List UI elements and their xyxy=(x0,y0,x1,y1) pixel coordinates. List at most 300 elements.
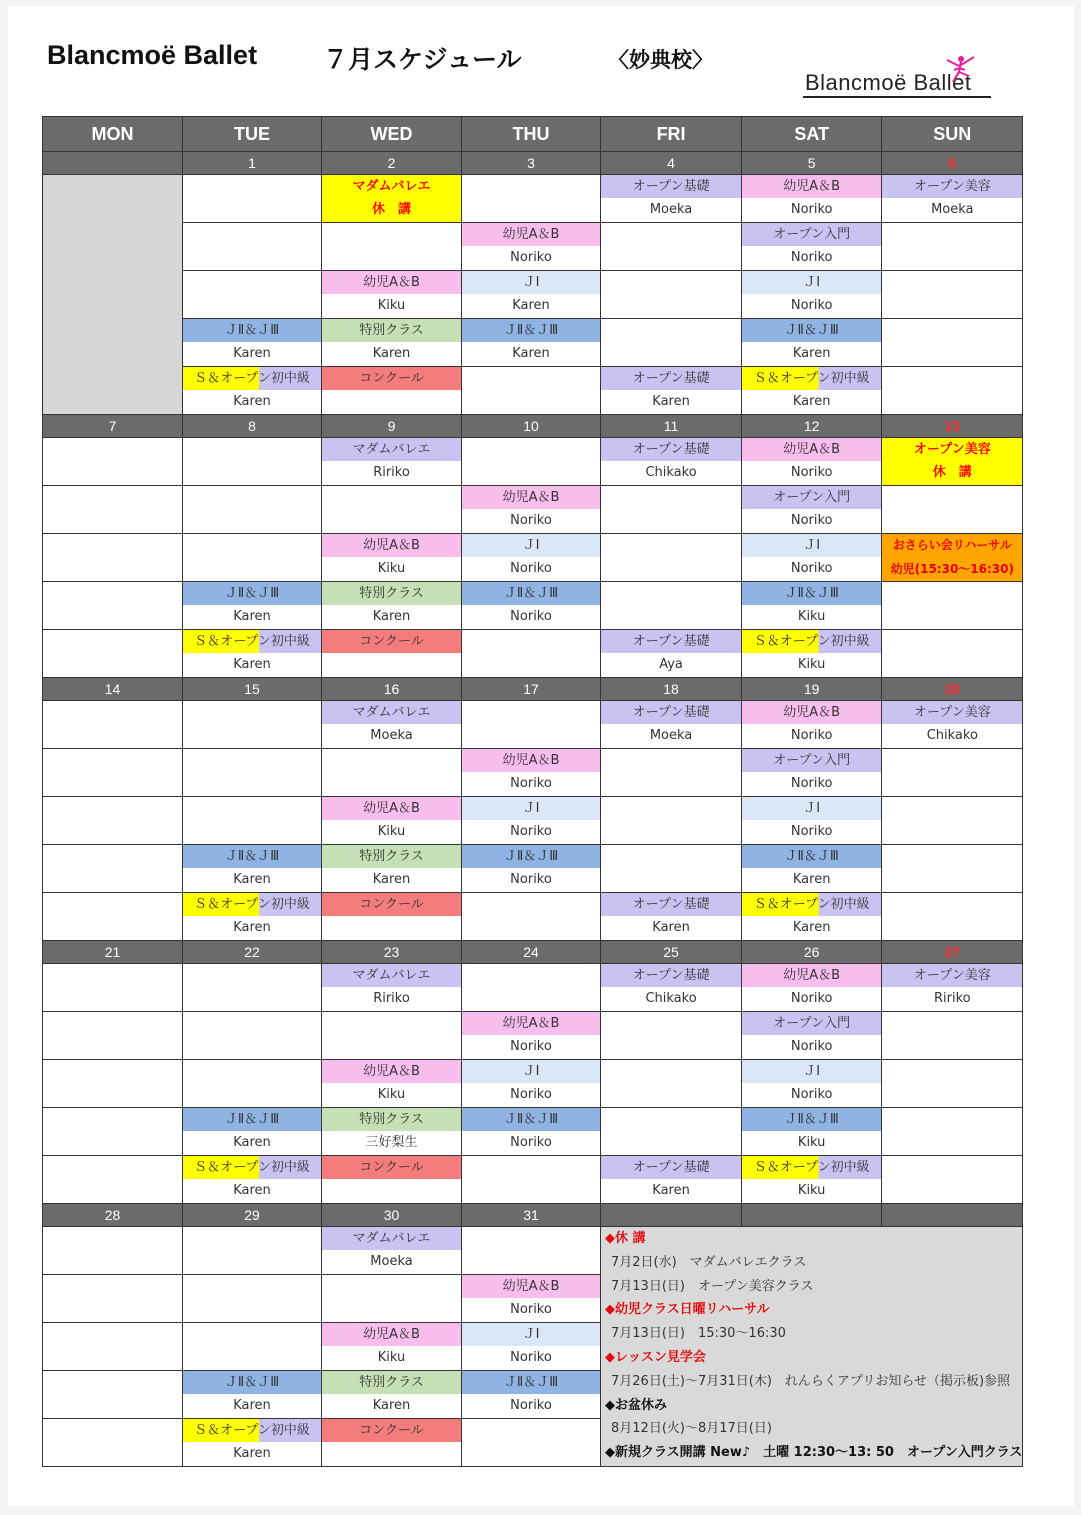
class-slot xyxy=(742,438,882,486)
class-entry xyxy=(742,271,881,318)
note-line: ◆新規クラス開講 New♪ 土曜 12:30〜13: 50 オープン入門クラス xyxy=(605,1445,1023,1461)
teacher-name: Noriko xyxy=(790,298,833,313)
class-name: ＪⅡ＆ＪⅢ xyxy=(462,582,600,605)
class-slot xyxy=(601,1156,742,1204)
note-line: ◆休 講 xyxy=(605,1231,646,1246)
class-entry xyxy=(462,223,600,270)
day-header-fri: FRI xyxy=(601,117,742,152)
class-entry xyxy=(183,319,321,366)
class-name: ＪⅠ xyxy=(462,1060,600,1083)
empty-slot xyxy=(601,1012,742,1060)
class-slot xyxy=(322,1156,462,1204)
class-slot xyxy=(742,1012,882,1060)
class-name: ＪⅡ＆ＪⅢ xyxy=(742,319,881,342)
date-cell: 6 xyxy=(882,152,1023,175)
class-entry xyxy=(742,175,881,222)
teacher-name: 三好梨生 xyxy=(365,1135,418,1150)
class-entry xyxy=(882,175,1022,222)
class-slot xyxy=(322,893,462,941)
teacher-name: Karen xyxy=(512,298,550,313)
ballerina-icon xyxy=(941,54,977,84)
teacher-name: 休 講 xyxy=(932,465,972,480)
class-entry xyxy=(462,582,600,629)
empty-slot xyxy=(882,797,1023,845)
empty-slot xyxy=(43,1060,183,1108)
class-name: Ｓ＆オープン初中級 xyxy=(742,367,881,390)
brand-logo xyxy=(803,60,993,102)
date-cell: 4 xyxy=(601,152,742,175)
empty-slot xyxy=(43,1419,183,1467)
class-name: ＪⅡ＆ＪⅢ xyxy=(183,845,321,868)
date-cell: 25 xyxy=(601,941,742,964)
class-slot xyxy=(742,964,882,1012)
teacher-name: Moeka xyxy=(370,728,413,743)
note-line: ◆レッスン見学会 xyxy=(605,1349,706,1365)
class-slot xyxy=(183,630,322,678)
teacher-name xyxy=(322,390,461,414)
empty-slot xyxy=(43,630,183,678)
class-slot xyxy=(742,175,882,223)
class-name: 幼児A＆B xyxy=(462,1275,600,1298)
class-name: オープン入門 xyxy=(742,1012,881,1035)
empty-slot xyxy=(322,1012,462,1060)
class-name: 幼児A＆B xyxy=(742,964,881,987)
class-name: 特別クラス xyxy=(322,319,461,342)
class-entry xyxy=(322,367,461,414)
class-entry xyxy=(183,1371,321,1418)
note-line: ◆幼児クラス日曜リハーサル xyxy=(605,1302,770,1318)
class-slot xyxy=(742,486,882,534)
class-slot xyxy=(322,271,462,319)
class-entry xyxy=(601,1156,741,1203)
class-entry xyxy=(322,1371,461,1418)
class-name: ＪⅠ xyxy=(742,534,881,557)
class-name: ＪⅠ xyxy=(742,271,881,294)
note-line: 7月2日(水) マダムバレエクラス xyxy=(611,1254,807,1270)
date-cell: 31 xyxy=(462,1204,601,1227)
day-header-wed: WED xyxy=(322,117,462,152)
class-name: Ｓ＆オープン初中級 xyxy=(183,1419,321,1442)
class-slot xyxy=(742,797,882,845)
class-name: ＪⅡ＆ＪⅢ xyxy=(462,1371,600,1394)
empty-slot xyxy=(601,582,742,630)
class-name: 幼児A＆B xyxy=(742,175,881,198)
empty-slot xyxy=(601,845,742,893)
empty-slot xyxy=(882,630,1023,678)
empty-slot xyxy=(882,1156,1023,1204)
empty-slot xyxy=(882,271,1023,319)
empty-slot xyxy=(183,1060,322,1108)
teacher-name: Karen xyxy=(233,1398,271,1413)
date-cell: 22 xyxy=(183,941,322,964)
class-slot xyxy=(183,893,322,941)
class-name: マダムバレエ xyxy=(322,701,461,724)
class-entry xyxy=(462,1108,600,1155)
empty-slot xyxy=(882,1012,1023,1060)
class-entry xyxy=(742,438,881,485)
date-cell: 15 xyxy=(183,678,322,701)
teacher-name: Moeka xyxy=(370,1254,413,1269)
class-slot xyxy=(462,1012,601,1060)
class-name: オープン美容 xyxy=(913,442,991,457)
class-slot xyxy=(322,797,462,845)
class-slot xyxy=(462,223,601,271)
class-entry xyxy=(462,1323,600,1370)
date-cell: 19 xyxy=(742,678,882,701)
class-name: ＪⅡ＆ＪⅢ xyxy=(462,845,600,868)
teacher-name: Noriko xyxy=(510,561,552,576)
class-slot xyxy=(322,319,462,367)
empty-slot xyxy=(601,486,742,534)
empty-slot xyxy=(462,630,601,678)
class-slot xyxy=(322,582,462,630)
empty-slot xyxy=(882,893,1023,941)
teacher-name: Moeka xyxy=(649,202,693,217)
empty-slot xyxy=(43,845,183,893)
class-name: 特別クラス xyxy=(322,1371,461,1394)
notes-panel xyxy=(601,1227,1023,1467)
teacher-name: Noriko xyxy=(510,1398,552,1413)
empty-slot xyxy=(882,319,1023,367)
class-slot xyxy=(462,582,601,630)
empty-slot xyxy=(601,534,742,582)
note-line: 7月26日(土)〜7月31日(木) れんらくアプリお知らせ（掲示板)参照 xyxy=(611,1373,1011,1389)
date-cell: 30 xyxy=(322,1204,462,1227)
teacher-name: Karen xyxy=(792,346,831,361)
teacher-name: Karen xyxy=(792,920,831,935)
class-entry xyxy=(742,1156,881,1203)
empty-slot xyxy=(43,701,183,749)
class-slot xyxy=(322,1419,462,1467)
date-cell: 18 xyxy=(601,678,742,701)
empty-slot xyxy=(43,1275,183,1323)
class-slot xyxy=(462,797,601,845)
class-slot xyxy=(462,1323,601,1371)
month-title: ７月スケジュール xyxy=(323,45,522,74)
class-slot xyxy=(322,630,462,678)
empty-slot xyxy=(601,797,742,845)
class-name: オープン基礎 xyxy=(601,1156,741,1179)
empty-slot xyxy=(601,223,742,271)
class-entry xyxy=(183,630,321,677)
class-slot xyxy=(742,630,882,678)
class-entry xyxy=(742,582,881,629)
class-entry xyxy=(742,486,881,533)
class-name: マダムバレエ xyxy=(352,179,431,194)
empty-slot xyxy=(183,701,322,749)
class-name: マダムバレエ xyxy=(322,438,461,461)
empty-slot xyxy=(43,964,183,1012)
class-name: オープン入門 xyxy=(742,223,881,246)
empty-slot xyxy=(43,797,183,845)
class-name: コンクール xyxy=(322,630,461,653)
empty-slot xyxy=(882,1108,1023,1156)
empty-gray-cell xyxy=(43,175,183,415)
class-entry xyxy=(322,271,461,318)
class-slot xyxy=(742,223,882,271)
class-entry xyxy=(462,1012,600,1059)
brand-title: Blancmoë Ballet xyxy=(47,40,258,70)
empty-slot xyxy=(43,582,183,630)
class-slot xyxy=(742,749,882,797)
empty-slot xyxy=(462,438,601,486)
empty-slot xyxy=(43,1012,183,1060)
teacher-name: Karen xyxy=(233,1446,271,1461)
class-name: ＪⅠ xyxy=(462,1323,600,1346)
teacher-name: Karen xyxy=(233,1183,271,1198)
class-entry xyxy=(322,175,461,222)
class-entry xyxy=(882,534,1022,581)
class-entry xyxy=(601,630,741,677)
teacher-name: Noriko xyxy=(510,872,552,887)
date-cell: 5 xyxy=(742,152,882,175)
class-name: 幼児A＆B xyxy=(462,223,600,246)
class-name: ＪⅡ＆ＪⅢ xyxy=(742,582,881,605)
empty-slot xyxy=(183,438,322,486)
class-entry xyxy=(322,319,461,366)
teacher-name: Karen xyxy=(792,872,831,887)
teacher-name: Moeka xyxy=(649,728,693,743)
teacher-name: Noriko xyxy=(510,1135,552,1150)
empty-slot xyxy=(601,1108,742,1156)
class-name: Ｓ＆オープン初中級 xyxy=(183,367,321,390)
class-entry xyxy=(742,701,881,748)
empty-slot xyxy=(601,271,742,319)
class-name: ＪⅠ xyxy=(462,534,600,557)
class-entry xyxy=(882,701,1022,748)
class-slot xyxy=(742,1060,882,1108)
class-slot xyxy=(601,701,742,749)
class-name: マダムバレエ xyxy=(322,964,461,987)
teacher-name: Kiku xyxy=(377,824,406,839)
class-entry xyxy=(742,223,881,270)
empty-slot xyxy=(601,1060,742,1108)
teacher-name: Karen xyxy=(233,394,271,409)
teacher-name: Karen xyxy=(233,920,271,935)
class-entry xyxy=(322,630,461,677)
class-entry xyxy=(742,1108,881,1155)
date-cell: 14 xyxy=(43,678,183,701)
teacher-name: Noriko xyxy=(790,465,833,480)
class-slot xyxy=(183,845,322,893)
class-name: おさらい会リハーサル xyxy=(892,538,1012,552)
class-slot xyxy=(462,271,601,319)
teacher-name xyxy=(322,1179,461,1203)
day-header-sat: SAT xyxy=(742,117,882,152)
class-name: 幼児A＆B xyxy=(322,1060,461,1083)
class-name: コンクール xyxy=(322,367,461,390)
teacher-name: Kiku xyxy=(797,657,826,672)
class-slot xyxy=(601,367,742,415)
class-entry xyxy=(183,845,321,892)
class-slot xyxy=(183,1156,322,1204)
empty-slot xyxy=(882,486,1023,534)
teacher-name: Karen xyxy=(652,394,690,409)
class-name: マダムバレエ xyxy=(322,1227,461,1250)
class-name: コンクール xyxy=(322,1419,461,1442)
class-slot xyxy=(183,1371,322,1419)
class-slot xyxy=(183,319,322,367)
class-entry xyxy=(462,486,600,533)
empty-slot xyxy=(183,223,322,271)
empty-slot xyxy=(601,319,742,367)
teacher-name: Ririko xyxy=(373,991,410,1006)
class-entry xyxy=(742,319,881,366)
class-entry xyxy=(322,1156,461,1203)
class-name: コンクール xyxy=(322,1156,461,1179)
class-slot xyxy=(462,534,601,582)
class-name: ＪⅡ＆ＪⅢ xyxy=(183,319,321,342)
teacher-name: Noriko xyxy=(790,250,833,265)
teacher-name: Kiku xyxy=(797,609,826,624)
class-entry xyxy=(462,845,600,892)
class-entry xyxy=(742,749,881,796)
teacher-name: Noriko xyxy=(510,1350,552,1365)
class-entry xyxy=(882,964,1022,1011)
class-name: ＪⅡ＆ＪⅢ xyxy=(462,1108,600,1131)
date-cell: 26 xyxy=(742,941,882,964)
empty-slot xyxy=(183,1012,322,1060)
class-slot xyxy=(742,271,882,319)
class-slot xyxy=(742,893,882,941)
teacher-name: Noriko xyxy=(790,202,833,217)
empty-slot xyxy=(882,749,1023,797)
class-slot xyxy=(742,319,882,367)
class-slot xyxy=(882,964,1023,1012)
note-line: 8月12日(火)〜8月17日(日) xyxy=(611,1421,772,1437)
class-name: Ｓ＆オープン初中級 xyxy=(183,1156,321,1179)
logo-text: Blancmoë Ballet xyxy=(805,70,972,95)
date-cell: 12 xyxy=(742,415,882,438)
teacher-name: Karen xyxy=(233,1135,271,1150)
class-entry xyxy=(183,1108,321,1155)
class-name: 幼児A＆B xyxy=(322,271,461,294)
class-slot xyxy=(601,893,742,941)
class-name: ＪⅠ xyxy=(462,797,600,820)
class-entry xyxy=(882,438,1022,485)
teacher-name: Karen xyxy=(233,657,271,672)
class-name: コンクール xyxy=(322,893,461,916)
class-slot xyxy=(322,367,462,415)
class-slot xyxy=(462,1060,601,1108)
class-name: ＪⅡ＆ＪⅢ xyxy=(742,1108,881,1131)
empty-slot xyxy=(882,223,1023,271)
teacher-name: Karen xyxy=(233,346,271,361)
teacher-name: Noriko xyxy=(510,250,552,265)
class-entry xyxy=(322,893,461,940)
class-name: オープン基礎 xyxy=(601,175,741,198)
teacher-name: Noriko xyxy=(510,776,552,791)
teacher-name: Kiku xyxy=(377,1350,406,1365)
class-entry xyxy=(322,797,461,844)
class-entry xyxy=(742,630,881,677)
class-slot xyxy=(322,1323,462,1371)
class-entry xyxy=(601,175,741,222)
class-name: 幼児A＆B xyxy=(322,797,461,820)
class-entry xyxy=(742,1060,881,1107)
class-slot xyxy=(183,1419,322,1467)
class-entry xyxy=(742,964,881,1011)
class-slot xyxy=(322,964,462,1012)
class-name: Ｓ＆オープン初中級 xyxy=(742,893,881,916)
class-slot xyxy=(322,1371,462,1419)
empty-slot xyxy=(183,1323,322,1371)
class-name: 特別クラス xyxy=(322,582,461,605)
class-entry xyxy=(322,438,461,485)
teacher-name: Karen xyxy=(372,872,411,887)
class-slot xyxy=(742,367,882,415)
teacher-name: Ririko xyxy=(373,465,410,480)
empty-slot xyxy=(183,797,322,845)
class-entry xyxy=(183,1419,321,1466)
class-name: オープン基礎 xyxy=(601,630,741,653)
teacher-name xyxy=(322,653,461,677)
empty-slot xyxy=(43,1323,183,1371)
date-cell: 17 xyxy=(462,678,601,701)
class-name: 幼児A＆B xyxy=(742,438,881,461)
class-entry xyxy=(462,749,600,796)
date-cell: 3 xyxy=(462,152,601,175)
date-cell: 8 xyxy=(183,415,322,438)
class-slot xyxy=(462,749,601,797)
empty-slot xyxy=(43,1371,183,1419)
date-cell: 29 xyxy=(183,1204,322,1227)
class-name: ＪⅡ＆ＪⅢ xyxy=(183,1371,321,1394)
class-name: オープン美容 xyxy=(882,175,1022,198)
class-slot xyxy=(183,582,322,630)
date-cell: 7 xyxy=(43,415,183,438)
class-slot xyxy=(882,701,1023,749)
class-name: ＪⅡ＆ＪⅢ xyxy=(183,1108,321,1131)
class-slot xyxy=(183,367,322,415)
class-name: 幼児A＆B xyxy=(462,486,600,509)
class-entry xyxy=(183,1156,321,1203)
class-slot xyxy=(742,534,882,582)
class-slot xyxy=(601,964,742,1012)
teacher-name: Chikako xyxy=(926,728,978,743)
class-name: 幼児A＆B xyxy=(322,1323,461,1346)
empty-slot xyxy=(183,1227,322,1275)
teacher-name: Kiku xyxy=(797,1135,826,1150)
teacher-name: Noriko xyxy=(790,728,833,743)
teacher-name: Karen xyxy=(792,394,831,409)
teacher-name: 幼児(15:30〜16:30) xyxy=(890,562,1014,576)
teacher-name: Noriko xyxy=(790,776,833,791)
class-slot xyxy=(742,1156,882,1204)
class-slot xyxy=(742,582,882,630)
teacher-name: Karen xyxy=(233,872,271,887)
class-slot xyxy=(322,1108,462,1156)
date-cell xyxy=(43,152,183,175)
empty-slot xyxy=(183,175,322,223)
day-header-tue: TUE xyxy=(183,117,322,152)
empty-slot xyxy=(43,486,183,534)
teacher-name: Karen xyxy=(512,346,550,361)
class-entry xyxy=(742,893,881,940)
class-slot xyxy=(462,1371,601,1419)
empty-slot xyxy=(43,438,183,486)
date-cell: 10 xyxy=(462,415,601,438)
teacher-name: Kiku xyxy=(377,561,406,576)
class-name: ＪⅡ＆ＪⅢ xyxy=(742,845,881,868)
class-name: 幼児A＆B xyxy=(742,701,881,724)
empty-slot xyxy=(882,367,1023,415)
class-name: オープン基礎 xyxy=(601,367,741,390)
class-name: ＪⅡ＆ＪⅢ xyxy=(462,319,600,342)
empty-slot xyxy=(462,893,601,941)
empty-slot xyxy=(462,175,601,223)
class-slot xyxy=(462,319,601,367)
